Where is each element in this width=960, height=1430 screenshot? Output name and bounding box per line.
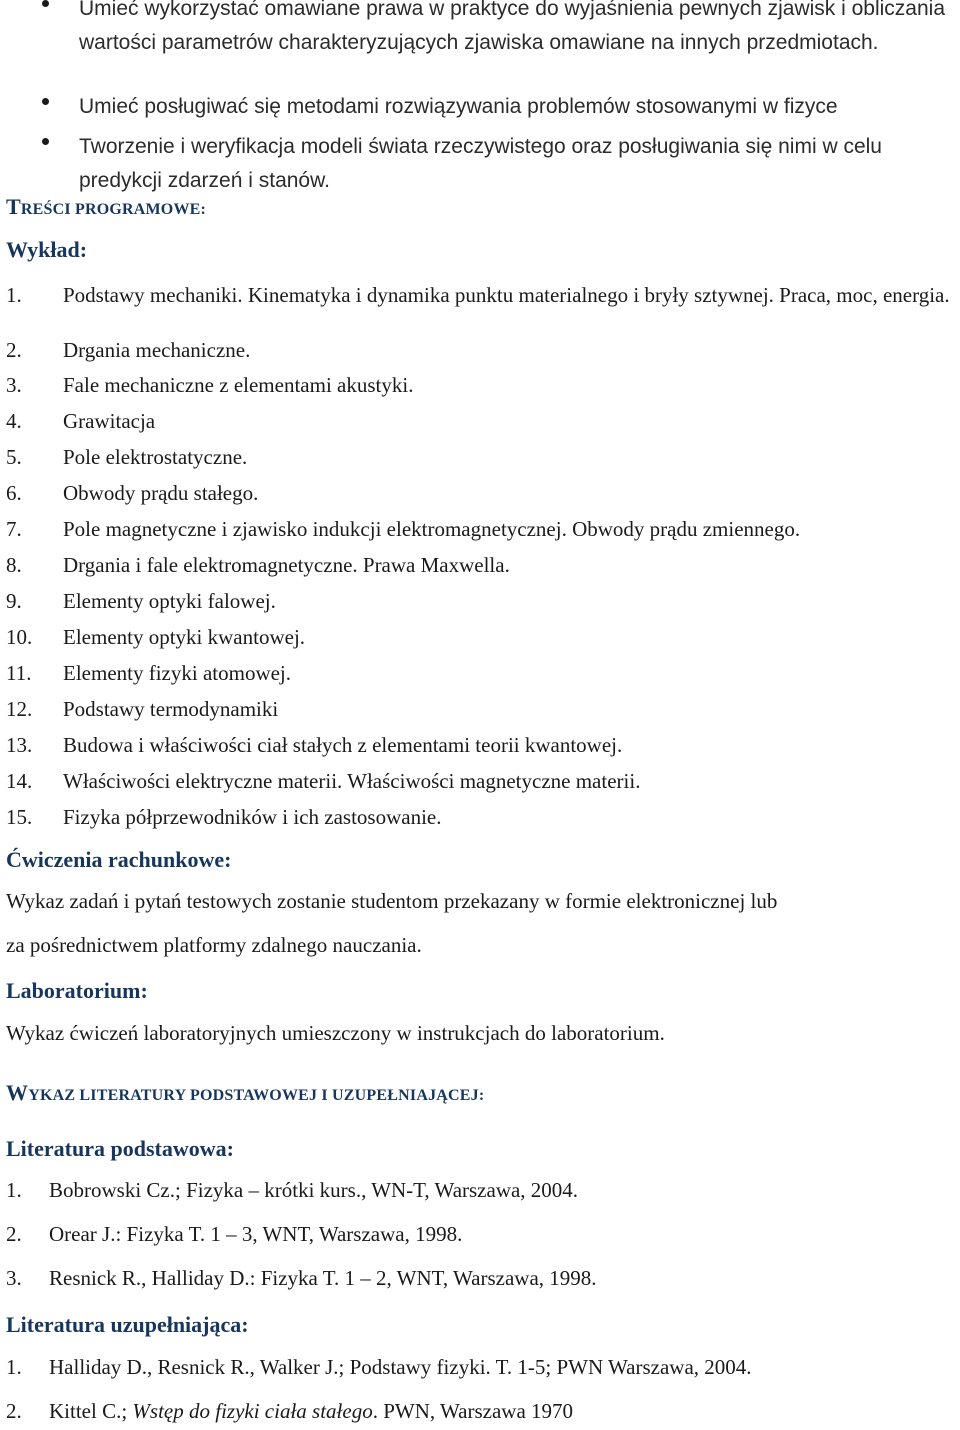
list-item-number: 9. bbox=[6, 589, 22, 613]
bullet-icon bbox=[42, 138, 49, 145]
reference-number: 2. bbox=[6, 1399, 22, 1423]
list-item-text: Podstawy mechaniki. Kinematyka i dynamika punktu materialnego i bryły sztywnej. Praca, moc, energia. bbox=[63, 283, 950, 307]
list-item-number: 14. bbox=[6, 769, 33, 793]
paragraph-cwiczenia-2: za pośrednictwem platformy zdalnego nauczania. bbox=[6, 933, 422, 957]
paragraph-laboratorium: Wykaz ćwiczeń laboratoryjnych umieszczony w instrukcjach do laboratorium. bbox=[6, 1021, 665, 1045]
reference-number: 1. bbox=[6, 1178, 22, 1202]
bullet-icon bbox=[42, 98, 49, 105]
subheading-literatura-uzupelniajaca: Literatura uzupełniająca: bbox=[6, 1312, 249, 1337]
bullet-icon bbox=[42, 0, 49, 7]
list-item-text: Pole elektrostatyczne. bbox=[63, 445, 248, 469]
subheading-wyklad: Wykład: bbox=[6, 237, 88, 262]
list-item-number: 12. bbox=[6, 697, 33, 721]
reference-text: Bobrowski Cz.; Fizyka – krótki kurs., WN-T, Warszawa, 2004. bbox=[49, 1178, 579, 1202]
list-item-number: 11. bbox=[6, 661, 32, 685]
bullet-text: Umieć posługiwać się metodami rozwiązywania problemów stosowanymi w fizyce bbox=[79, 95, 838, 118]
list-item-number: 6. bbox=[6, 481, 22, 505]
list-item-text: Grawitacja bbox=[63, 409, 156, 433]
list-item-text: Drgania i fale elektromagnetyczne. Prawa Maxwella. bbox=[63, 553, 510, 577]
list-item-text: Obwody prądu stałego. bbox=[63, 481, 259, 505]
section-heading-tresci bbox=[6, 194, 206, 220]
reference-text: Resnick R., Halliday D.: Fizyka T. 1 – 2, WNT, Warszawa, 1998. bbox=[49, 1266, 597, 1290]
list-item-number: 7. bbox=[6, 517, 22, 541]
list-item-text: Elementy optyki kwantowej. bbox=[63, 625, 306, 649]
reference-text bbox=[49, 1399, 949, 1424]
reference-text: Halliday D., Resnick R., Walker J.; Podstawy fizyki. T. 1-5; PWN Warszawa, 2004. bbox=[49, 1355, 752, 1379]
list-item-text: Elementy optyki falowej. bbox=[63, 589, 276, 613]
heading-rest: REŚCI PROGRAMOWE: bbox=[20, 201, 207, 218]
reference-publisher: . PWN, Warszawa 1970 bbox=[372, 1399, 574, 1423]
subheading-cwiczenia: Ćwiczenia rachunkowe: bbox=[6, 847, 232, 872]
list-item-number: 13. bbox=[6, 733, 33, 757]
list-item-text: Podstawy termodynamiki bbox=[63, 697, 279, 721]
reference-author: Kittel C.; bbox=[49, 1399, 133, 1423]
paragraph-cwiczenia-1: Wykaz zadań i pytań testowych zostanie studentom przekazany w formie elektronicznej lub bbox=[6, 889, 778, 913]
list-item-number: 15. bbox=[6, 805, 33, 829]
list-item-number: 10. bbox=[6, 625, 33, 649]
reference-number: 1. bbox=[6, 1355, 22, 1379]
list-item-number: 3. bbox=[6, 373, 22, 397]
list-item-number: 8. bbox=[6, 553, 22, 577]
subheading-laboratorium: Laboratorium: bbox=[6, 978, 148, 1003]
heading-initial: T bbox=[6, 194, 21, 219]
list-item-text: Pole magnetyczne i zjawisko indukcji elektromagnetycznej. Obwody prądu zmiennego. bbox=[63, 517, 801, 541]
reference-title: Wstęp do fizyki ciała stałego bbox=[132, 1399, 373, 1423]
bullet-text: Tworzenie i weryfikacja modeli świata rzeczywistego oraz posługiwania się nimi w celu predykcji zdarzeń i stanów. bbox=[79, 135, 882, 192]
list-item-text: Budowa i właściwości ciał stałych z elementami teorii kwantowej. bbox=[63, 733, 623, 757]
heading-initial: W bbox=[6, 1080, 29, 1105]
list-item-number: 5. bbox=[6, 445, 22, 469]
subheading-literatura-podstawowa: Literatura podstawowa: bbox=[6, 1136, 234, 1161]
reference-number: 2. bbox=[6, 1222, 22, 1246]
list-item-text: Fizyka półprzewodników i ich zastosowanie. bbox=[63, 805, 442, 829]
heading-rest: YKAZ LITERATURY PODSTAWOWEJ I UZUPEŁNIAJĄCEJ: bbox=[28, 1087, 485, 1104]
bullet-text: Umieć wykorzystać omawiane prawa w praktyce do wyjaśnienia pewnych zjawisk i obliczania wartości parametrów charakteryzujących zjawiska omawiane na innych przedmiotach. bbox=[79, 0, 946, 54]
list-item-number: 1. bbox=[6, 283, 22, 307]
list-item-number: 2. bbox=[6, 338, 22, 362]
section-heading-literatura bbox=[6, 1080, 484, 1106]
list-item-text: Elementy fizyki atomowej. bbox=[63, 661, 292, 685]
list-item-text: Drgania mechaniczne. bbox=[63, 338, 251, 362]
reference-number: 3. bbox=[6, 1266, 22, 1290]
list-item-number: 4. bbox=[6, 409, 22, 433]
reference-text: Orear J.: Fizyka T. 1 – 3, WNT, Warszawa, 1998. bbox=[49, 1222, 463, 1246]
list-item-text: Fale mechaniczne z elementami akustyki. bbox=[63, 373, 414, 397]
list-item-text: Właściwości elektryczne materii. Właściwości magnetyczne materii. bbox=[63, 769, 641, 793]
